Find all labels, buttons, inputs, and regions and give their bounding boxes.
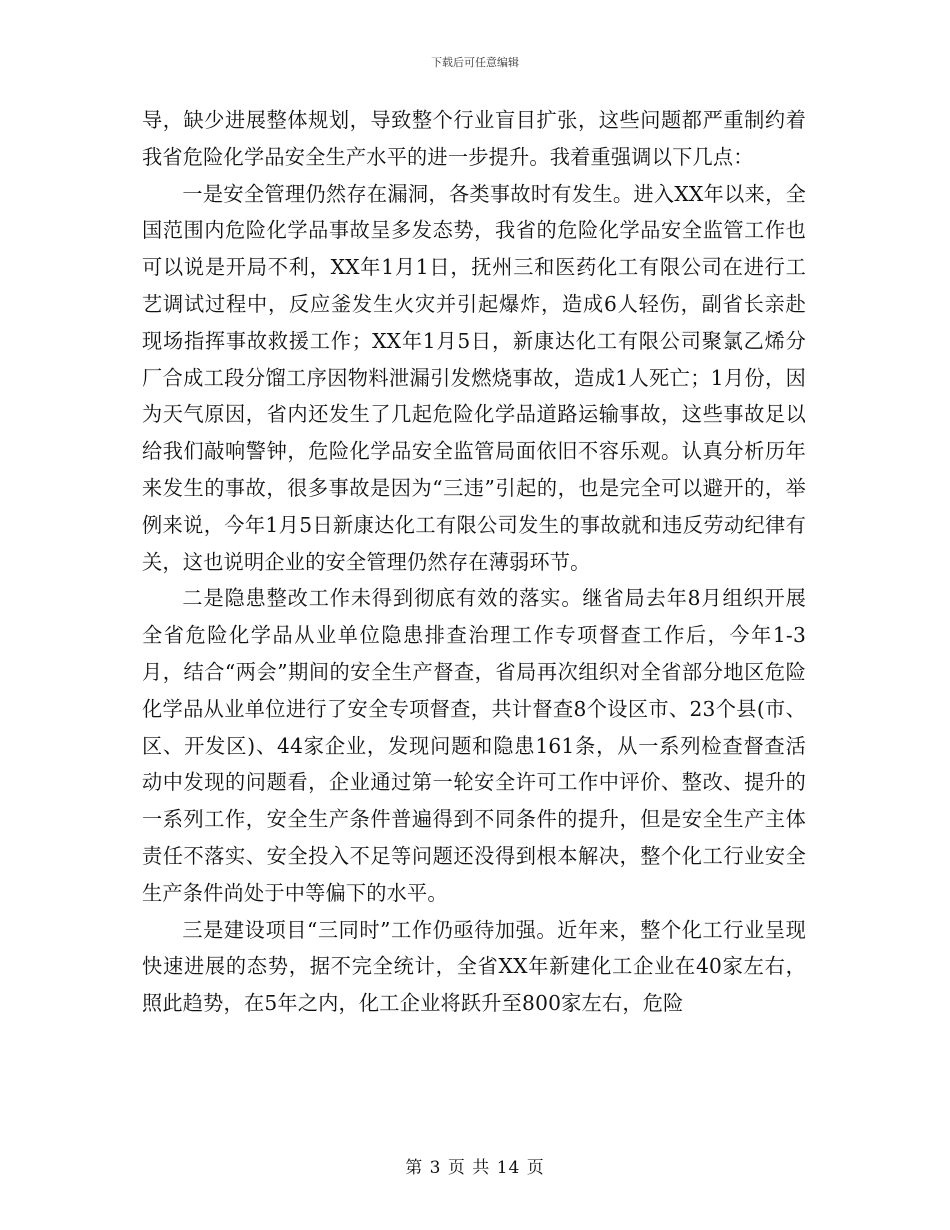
page-header: 下载后可任意编辑	[431, 56, 519, 69]
page-number-footer: 第 3 页 共 14 页	[405, 1158, 545, 1178]
paragraph-point-three: 三是建设项目“三同时”工作仍亟待加强。近年来，整个化工行业呈现快速进展的态势，据不完全统计，全省XX年新建化工企业在40家左右，照此趋势，在5年之内，化工企业将跃升至800家左右，危险	[142, 917, 806, 1016]
paragraph-point-two: 二是隐患整改工作未得到彻底有效的落实。继省局去年8月组织开展全省危险化学品从业单位隐患排查治理工作专项督查工作后，今年1-3月，结合“两会”期间的安全生产督查，省局再次组织对全省部分地区危险化学品从业单位进行了安全专项督查，共计督查8个设区市、23个县(市、区、开发区)、44家企业，发现问题和隐患161条，从一系列检查督查活动中发现的问题看，企业通过第一轮安全许可工作中评价、整改、提升的一系列工作，安全生产条件普遍得到不同条件的提升，但是安全生产主体责任不落实、安全投入不足等问题还没得到根本解决，整个化工行业安全生产条件尚处于中等偏下的水平。	[142, 586, 806, 905]
document-body	[142, 102, 806, 1022]
paragraph-point-one: 一是安全管理仍然存在漏洞，各类事故时有发生。进入XX年以来，全国范围内危险化学品事故呈多发态势，我省的危险化学品安全监管工作也可以说是开局不利，XX年1月1日，抚州三和医药化工有限公司在进行工艺调试过程中，反应釜发生火灾并引起爆炸，造成6人轻伤，副省长亲赴现场指挥事故救援工作；XX年1月5日，新康达化工有限公司聚氯乙烯分厂合成工段分馏工序因物料泄漏引发燃烧事故，造成1人死亡；1月份，因为天气原因，省内还发生了几起危险化学品道路运输事故，这些事故足以给我们敲响警钟，危险化学品安全监管局面依旧不容乐观。认真分析历年来发生的事故，很多事故是因为“三违”引起的，也是完全可以避开的，举例来说，今年1月5日新康达化工有限公司发生的事故就和违反劳动纪律有关，这也说明企业的安全管理仍然存在薄弱环节。	[142, 181, 806, 574]
paragraph-continuation: 导，缺少进展整体规划，导致整个行业盲目扩张，这些问题都严重制约着我省危险化学品安全生产水平的进一步提升。我着重强调以下几点：	[142, 108, 806, 169]
